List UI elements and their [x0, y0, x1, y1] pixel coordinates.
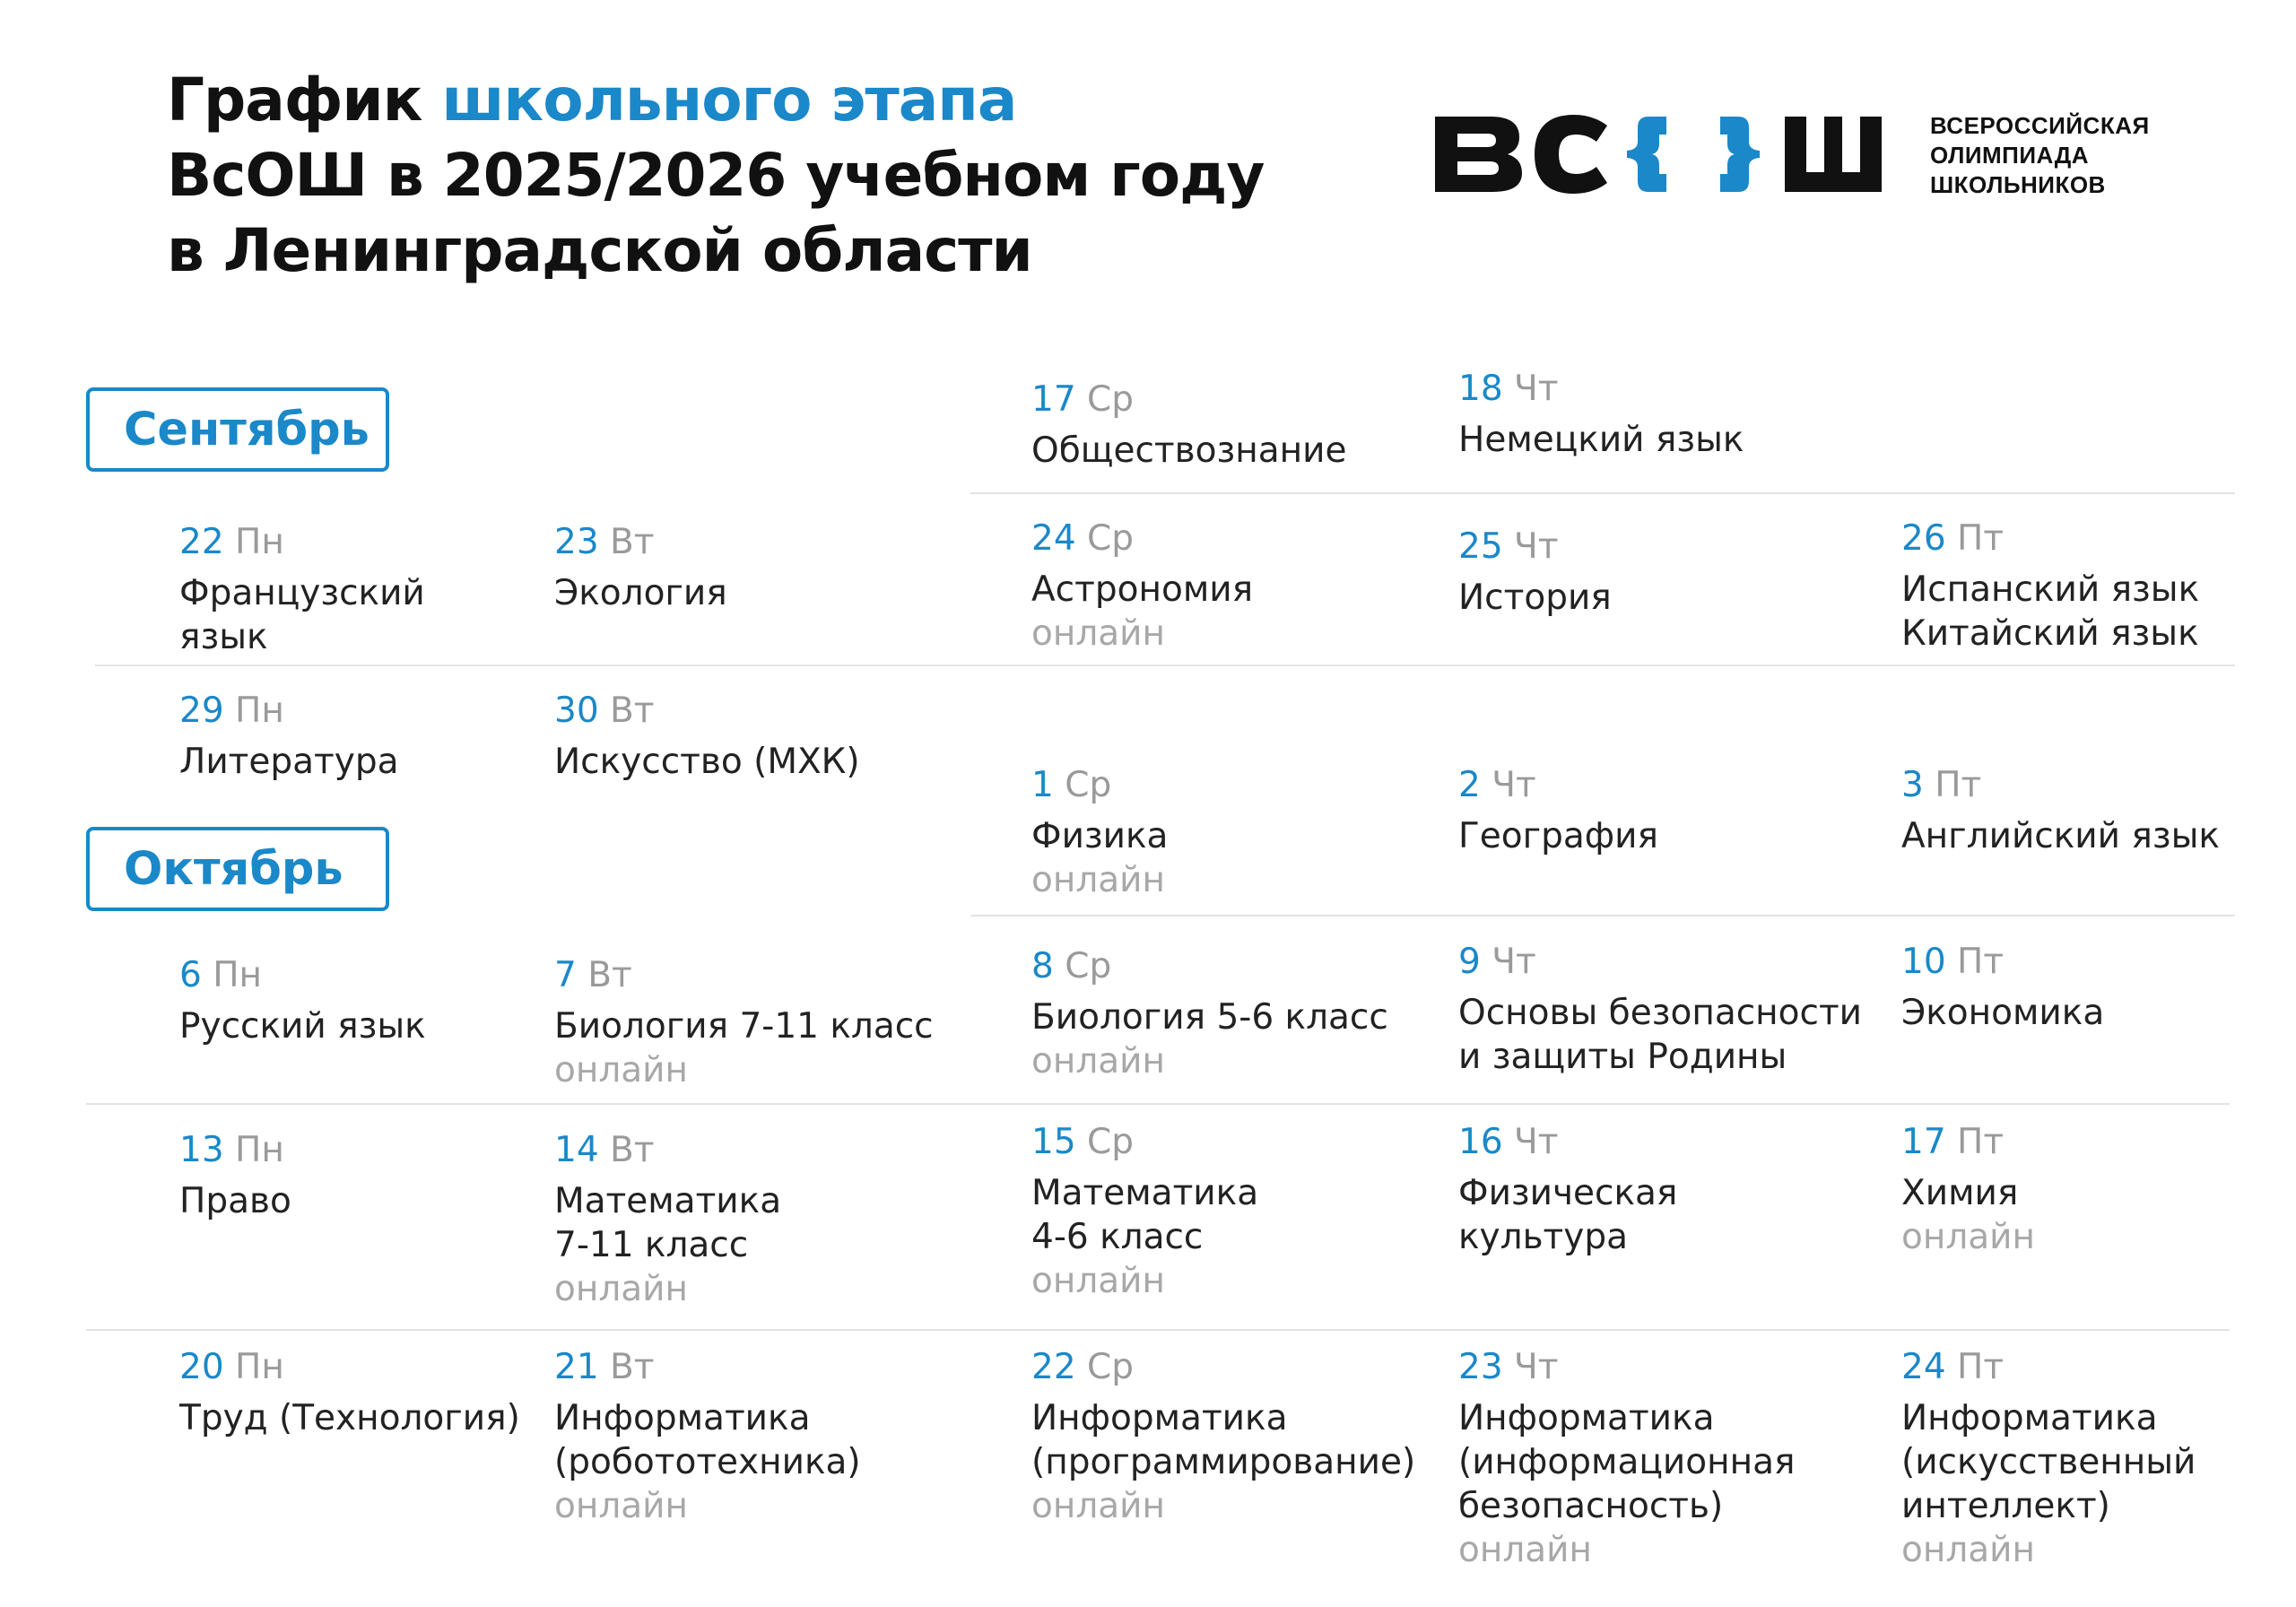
subject-name: Право [179, 1181, 291, 1221]
day-number: 24 [1031, 518, 1076, 559]
subject-name: Русский язык [179, 1006, 426, 1047]
day-number: 23 [554, 522, 599, 562]
schedule-day [1031, 944, 1388, 1083]
subject-name: Астрономия [1031, 569, 1254, 610]
online-label: онлайн [1031, 860, 1166, 900]
logo-tagline [1930, 111, 2150, 200]
subject-name: Информатика (информационная безопасность) [1458, 1398, 1796, 1526]
day-of-week: Пт [1957, 518, 2005, 559]
day-number: 30 [554, 691, 599, 731]
row-divider [970, 492, 2235, 494]
subject-name: Обществознание [1031, 430, 1347, 471]
day-of-week: Вт [587, 955, 632, 995]
schedule-day [179, 520, 425, 659]
day-of-week: Вт [610, 1347, 655, 1387]
day-date [1031, 763, 1168, 807]
day-number: 1 [1031, 765, 1054, 805]
schedule-day [1031, 517, 1253, 656]
month-label-october: Октябрь [86, 827, 389, 911]
subject-name: Немецкий язык [1458, 420, 1744, 460]
day-of-week: Вт [610, 691, 655, 731]
subject-name: Литература [179, 742, 399, 782]
schedule-day [1031, 763, 1168, 902]
schedule-day [1031, 378, 1346, 473]
online-label: онлайн [1031, 1486, 1166, 1526]
day-number: 2 [1458, 765, 1481, 805]
day-of-week: Чт [1514, 369, 1559, 409]
day-of-week: Вт [610, 522, 655, 562]
title-line3: в Ленинградской области [167, 216, 1032, 285]
day-date [179, 1345, 520, 1389]
day-date [1458, 940, 1862, 984]
day-number: 18 [1458, 369, 1503, 409]
subject-name: Экономика [1901, 993, 2105, 1033]
day-of-week: Чт [1514, 526, 1559, 567]
subject-name: Математика 4-6 класс [1031, 1173, 1259, 1257]
online-label: онлайн [1901, 1217, 2036, 1257]
logo-tagline-line: ВСЕРОССИЙСКАЯ [1930, 112, 2150, 139]
online-label: онлайн [1901, 1530, 2036, 1570]
day-of-week: Чт [1514, 1347, 1559, 1387]
day-of-week: Пн [213, 955, 263, 995]
day-date [554, 1345, 861, 1389]
day-date [1458, 525, 1612, 569]
schedule-day [179, 689, 399, 784]
day-date [179, 1128, 291, 1172]
day-date [179, 689, 399, 733]
online-label: онлайн [1458, 1530, 1593, 1570]
day-of-week: Пн [235, 1347, 284, 1387]
subject-name: География [1458, 816, 1658, 856]
day-date [1901, 763, 2220, 807]
day-date [1458, 1345, 1795, 1389]
schedule-day [1901, 1120, 2035, 1259]
day-number: 14 [554, 1130, 599, 1170]
page-title [167, 63, 1264, 289]
subject-name: Биология 7-11 класс [554, 1006, 934, 1047]
schedule-day [1458, 1120, 1677, 1259]
subject-name: Биология 5-6 класс [1031, 997, 1388, 1038]
subject-name: Французский язык [179, 573, 425, 657]
day-number: 13 [179, 1130, 224, 1170]
day-number: 3 [1901, 765, 1924, 805]
subject-name: Физическая культура [1458, 1173, 1678, 1257]
day-number: 10 [1901, 942, 1946, 982]
subject-name: Математика 7-11 класс [554, 1181, 782, 1265]
day-of-week: Пт [1957, 1347, 2005, 1387]
day-date [1458, 367, 1744, 411]
subject-name: Искусство (МХК) [554, 742, 860, 782]
day-of-week: Ср [1065, 765, 1112, 805]
day-date [554, 689, 860, 733]
day-date [1901, 1345, 2196, 1389]
logo-tagline-line: ШКОЛЬНИКОВ [1930, 171, 2106, 198]
title-line2: ВсОШ в 2025/2026 учебном году [167, 141, 1265, 210]
vsosh-logo [1435, 109, 1883, 199]
subject-name: Испанский язык Китайский язык [1901, 569, 2200, 654]
schedule-day [179, 1128, 291, 1223]
day-number: 17 [1031, 379, 1076, 420]
day-number: 6 [179, 955, 202, 995]
day-of-week: Пт [1957, 1122, 2005, 1162]
day-date [1031, 378, 1346, 421]
day-date [179, 953, 426, 997]
day-of-week: Чт [1514, 1122, 1559, 1162]
day-date [554, 520, 727, 564]
subject-name: Экология [554, 573, 727, 613]
schedule-day [1031, 1345, 1415, 1528]
schedule-day [1458, 1345, 1795, 1572]
subject-name: История [1458, 578, 1612, 618]
day-number: 9 [1458, 942, 1481, 982]
day-date [1031, 517, 1253, 560]
subject-name: Физика [1031, 816, 1169, 856]
schedule-day [1901, 940, 2104, 1035]
online-label: онлайн [554, 1269, 689, 1309]
online-label: онлайн [554, 1486, 689, 1526]
day-date [1458, 763, 1658, 807]
day-number: 24 [1901, 1347, 1946, 1387]
row-divider [95, 665, 2235, 666]
month-label-september: Сентябрь [86, 387, 389, 472]
schedule-day [554, 1128, 781, 1311]
day-date [179, 520, 425, 564]
subject-name: Основы безопасности и защиты Родины [1458, 993, 1863, 1077]
schedule-day [1901, 1345, 2196, 1572]
day-date [554, 953, 934, 997]
day-of-week: Чт [1492, 765, 1536, 805]
schedule-day [179, 1345, 520, 1440]
online-label: онлайн [1031, 1261, 1166, 1301]
day-number: 29 [179, 691, 224, 731]
online-label: онлайн [554, 1050, 689, 1090]
schedule-day [1901, 517, 2199, 656]
day-number: 15 [1031, 1122, 1076, 1162]
subject-name: Информатика (программирование) [1031, 1398, 1416, 1482]
day-number: 22 [179, 522, 224, 562]
row-divider [970, 915, 2235, 916]
day-date [1458, 1120, 1677, 1164]
day-of-week: Ср [1087, 1347, 1135, 1387]
schedule-day [554, 520, 727, 615]
row-divider [86, 1103, 2230, 1105]
subject-name: Информатика (робототехника) [554, 1398, 861, 1482]
schedule-day [1458, 940, 1862, 1079]
schedule-day [1458, 367, 1744, 462]
day-of-week: Пн [235, 1130, 284, 1170]
day-of-week: Пн [235, 691, 284, 731]
title-part1: График [167, 65, 442, 135]
day-of-week: Ср [1087, 518, 1135, 559]
day-number: 26 [1901, 518, 1946, 559]
day-number: 8 [1031, 946, 1054, 986]
schedule-day [554, 689, 860, 784]
day-date [1901, 517, 2199, 560]
day-number: 23 [1458, 1347, 1503, 1387]
schedule-day [1031, 1120, 1258, 1303]
subject-name: Английский язык [1901, 816, 2220, 856]
day-of-week: Пт [1935, 765, 1982, 805]
title-accent: школьного этапа [441, 65, 1017, 135]
schedule-day [554, 1345, 861, 1528]
schedule-day [179, 953, 426, 1048]
day-of-week: Вт [610, 1130, 655, 1170]
day-date [1901, 940, 2104, 984]
day-number: 25 [1458, 526, 1503, 567]
day-of-week: Ср [1087, 379, 1135, 420]
day-number: 7 [554, 955, 577, 995]
day-number: 21 [554, 1347, 599, 1387]
schedule-day [1458, 763, 1658, 858]
day-date [1031, 1345, 1415, 1389]
day-number: 17 [1901, 1122, 1946, 1162]
day-of-week: Ср [1087, 1122, 1135, 1162]
day-date [1031, 1120, 1258, 1164]
online-label: онлайн [1031, 1041, 1166, 1081]
schedule-day [1901, 763, 2220, 858]
day-date [1031, 944, 1388, 988]
day-of-week: Чт [1492, 942, 1536, 982]
day-of-week: Пт [1957, 942, 2005, 982]
logo-tagline-line: ОЛИМПИАДА [1930, 142, 2090, 169]
day-of-week: Пн [235, 522, 284, 562]
online-label: онлайн [1031, 613, 1166, 654]
subject-name: Химия [1901, 1173, 2019, 1213]
row-divider [86, 1329, 2230, 1331]
day-date [554, 1128, 781, 1172]
schedule-day [554, 953, 934, 1092]
day-number: 22 [1031, 1347, 1076, 1387]
day-number: 16 [1458, 1122, 1503, 1162]
subject-name: Труд (Технология) [179, 1398, 520, 1438]
day-number: 20 [179, 1347, 224, 1387]
schedule-day [1458, 525, 1612, 620]
subject-name: Информатика (искусственный интеллект) [1901, 1398, 2196, 1526]
day-date [1901, 1120, 2035, 1164]
day-of-week: Ср [1065, 946, 1112, 986]
